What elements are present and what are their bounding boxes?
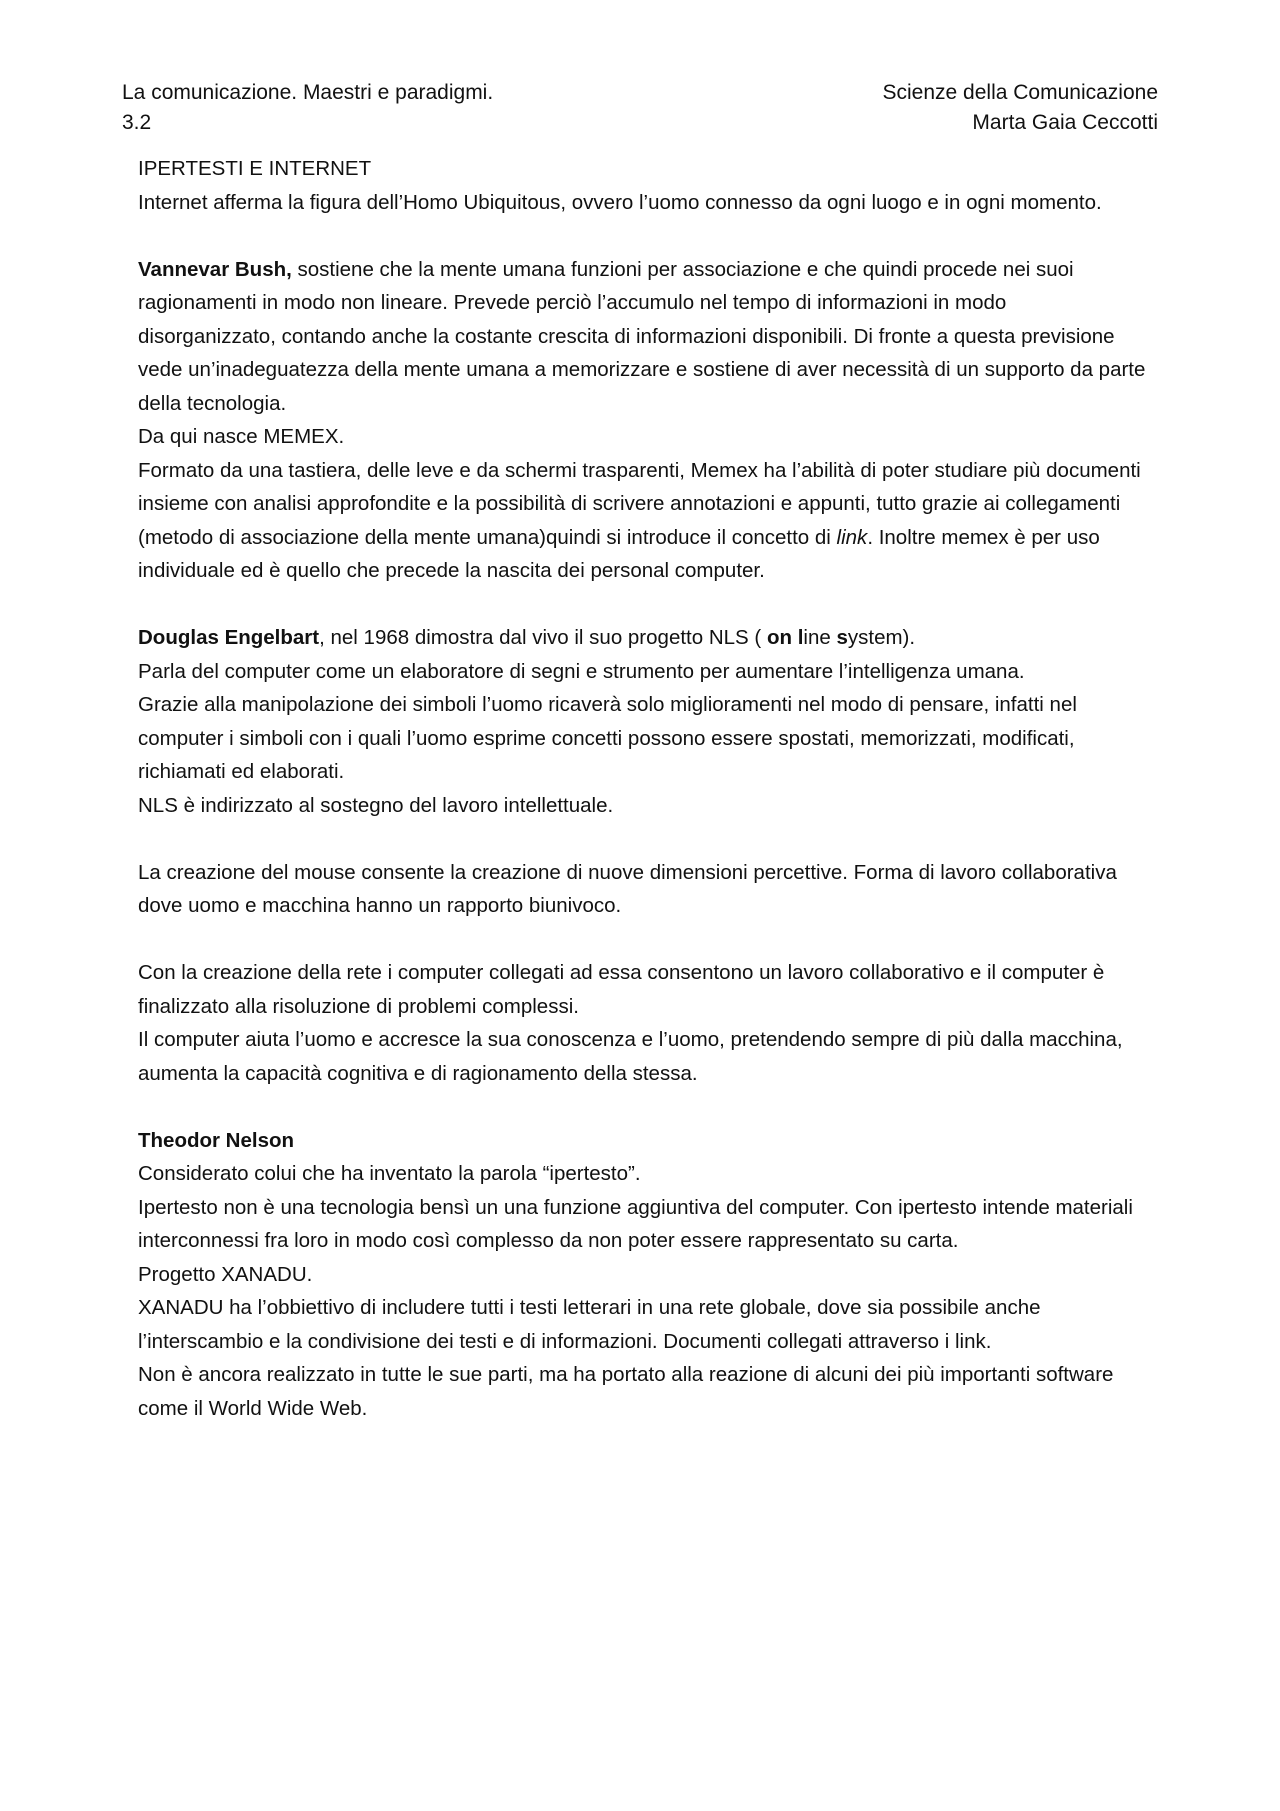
engelbart-line-4: NLS è indirizzato al sostegno del lavoro intellettuale. <box>138 793 614 817</box>
engelbart-paragraph <box>138 621 1148 655</box>
nelson-line-3: Progetto XANADU. <box>138 1262 313 1286</box>
nelson-heading <box>138 1124 1148 1158</box>
nelson-line-1: Considerato colui che ha inventato la parola “ipertesto”. <box>138 1162 641 1185</box>
memex-line: Da qui nasce MEMEX. <box>138 425 345 448</box>
engelbart-text: ystem). <box>847 626 916 649</box>
engelbart-text: , nel 1968 dimostra dal vivo il suo progetto NLS ( <box>319 626 767 649</box>
memex-text-end: . Inoltre memex è per uso individuale ed è quello che precede la nascita dei personal computer. <box>138 525 1100 582</box>
nls-letter: o <box>766 626 780 649</box>
engelbart-line-3: Grazie alla manipolazione dei simboli l’uomo ricaverà solo miglioramenti nel modo di pensare, infatti nel computer i simboli con i quali l’uomo esprime concetti possono essere spostati, memorizzati, modificati, richiamati ed elaborati. <box>138 693 1077 783</box>
bush-paragraph <box>138 253 1148 421</box>
nls-letter: n <box>779 626 792 649</box>
engelbart-name: Douglas Engelbart <box>138 626 320 649</box>
memex-paragraph <box>138 454 1148 588</box>
engelbart-line-2: Parla del computer come un elaboratore di segni e strumento per aumentare l’intelligenza umana. <box>138 659 1025 683</box>
degree-name: Scienze della Comunicazione <box>882 81 1158 104</box>
document-body <box>138 152 1148 1425</box>
bush-text: sostiene che la mente umana funzioni per associazione e che quindi procede nei suoi ragionamenti in modo non lineare. Prevede perciò l’accumulo nel tempo di informazioni in modo disorganizzato, contando anche la costante crescita di informazioni disponibili. Di fronte a questa previsione vede un’inadeguatezza della mente umana a memorizzare e sostiene di aver necessità di un supporto da parte della tecnologia. <box>138 257 1146 415</box>
paragraph-gap <box>138 588 1148 622</box>
header-right <box>883 78 1159 138</box>
section-number: 3.2 <box>122 111 152 134</box>
engelbart-text: ine <box>803 626 837 649</box>
paragraph-gap <box>138 923 1148 957</box>
network-paragraph-1: Con la creazione della rete i computer collegati ad essa consentono un lavoro collaborativo e il computer è finalizzato alla risoluzione di problemi complessi. <box>138 961 1105 1018</box>
paragraph-gap <box>138 822 1148 856</box>
nelson-line-5: Non è ancora realizzato in tutte le sue parti, ma ha portato alla reazione di alcuni dei più importanti software come il World Wide Web. <box>138 1363 1114 1420</box>
link-term: link <box>836 525 868 549</box>
nelson-line-2: Ipertesto non è una tecnologia bensì un una funzione aggiuntiva del computer. Con ipertesto intende materiali interconnessi fra loro in modo così complesso da non poter essere rappresentato su carta. <box>138 1195 1133 1252</box>
section-title: IPERTESTI E INTERNET <box>138 157 372 180</box>
nelson-line-4: XANADU ha l’obbiettivo di includere tutti i testi letterari in una rete globale, dove sia possibile anche l’interscambio e la condivisione dei testi e di informazioni. Documenti collegati attraverso i link. <box>138 1296 1041 1353</box>
memex-text: Formato da una tastiera, delle leve e da schermi trasparenti, Memex ha l’abilità di poter studiare più documenti insieme con analisi approfondite e la possibilità di scrivere annotazioni e appunti, tutto grazie ai collegamenti (metodo di associazione della mente umana)quindi si introduce il concetto di <box>138 458 1141 549</box>
paragraph-gap <box>138 1090 1148 1124</box>
nls-letter: s <box>836 626 848 649</box>
paragraph-gap <box>138 219 1148 253</box>
nelson-name: Theodor Nelson <box>138 1128 295 1152</box>
bush-name: Vannevar Bush, <box>138 257 292 281</box>
author-name: Marta Gaia Ceccotti <box>972 111 1158 134</box>
nls-letter: l <box>797 626 804 649</box>
intro-paragraph: Internet afferma la figura dell’Homo Ubiquitous, ovvero l’uomo connesso da ogni luogo e in ogni momento. <box>138 190 1102 214</box>
network-paragraph-2: Il computer aiuta l’uomo e accresce la sua conoscenza e l’uomo, pretendendo sempre di più dalla macchina, aumenta la capacità cognitiva e di ragionamento della stessa. <box>138 1028 1123 1085</box>
mouse-paragraph: La creazione del mouse consente la creazione di nuove dimensioni percettive. Forma di lavoro collaborativa dove uomo e macchina hanno un rapporto biunivoco. <box>138 860 1117 917</box>
course-title: La comunicazione. Maestri e paradigmi. <box>122 81 494 104</box>
header-left <box>122 78 493 138</box>
